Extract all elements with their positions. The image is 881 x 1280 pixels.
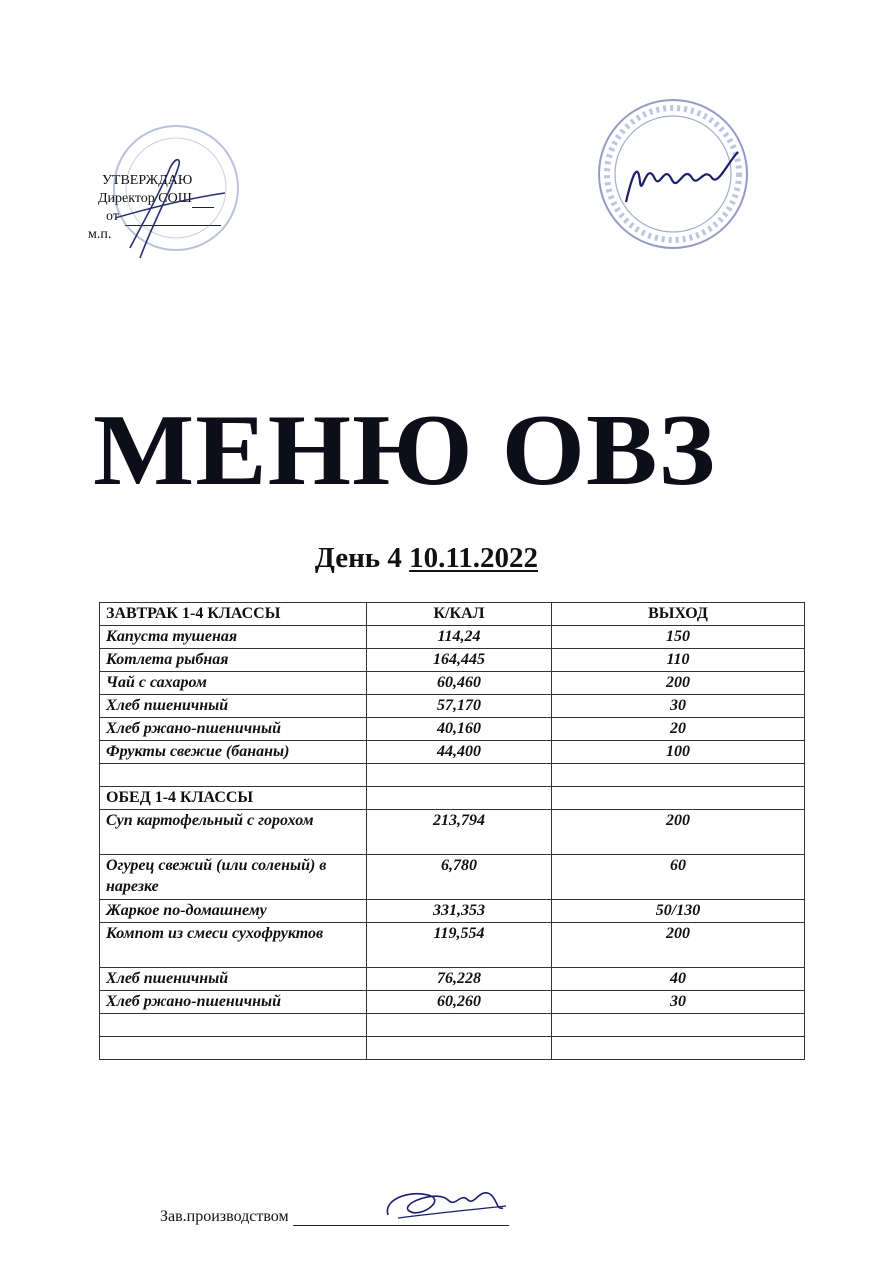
dish-kcal: 6,780 [367,855,552,900]
dish-name: Фрукты свежие (бананы) [100,741,367,764]
table-row [100,855,805,900]
dish-kcal: 114,24 [367,626,552,649]
table-row [100,718,805,741]
dish-kcal: 60,460 [367,672,552,695]
signature-icon [378,1170,508,1230]
dish-kcal: 57,170 [367,695,552,718]
dish-output: 200 [552,923,805,968]
dish-output: 150 [552,626,805,649]
dish-name: Хлеб ржано-пшеничный [100,718,367,741]
day-heading [0,542,881,575]
dish-kcal: 331,353 [367,900,552,923]
dish-kcal: 60,260 [367,991,552,1014]
dish-name: Чай с сахаром [100,672,367,695]
dish-name: Жаркое по-домашнему [100,900,367,923]
stamp-left-icon [100,98,240,268]
table-row [100,672,805,695]
empty-row [100,764,805,787]
header-lunch: ОБЕД 1-4 КЛАССЫ [100,787,367,810]
approval-line-seal: м.п. [88,227,112,242]
table-row [100,626,805,649]
dish-name: Капуста тушеная [100,626,367,649]
header-breakfast: ЗАВТРАК 1-4 КЛАССЫ [100,603,367,626]
page-title-text: МЕНЮ ОВЗ [93,394,716,507]
dish-output: 30 [552,695,805,718]
approval-line-approve: УТВЕРЖДАЮ [102,173,193,188]
table-row [100,695,805,718]
dish-name: Хлеб ржано-пшеничный [100,991,367,1014]
table-row [100,900,805,923]
approval-director-text: Директор СОШ [98,191,192,206]
lunch-header-row [100,787,805,810]
dish-name: Котлета рыбная [100,649,367,672]
header-output: ВЫХОД [552,603,805,626]
dish-output: 100 [552,741,805,764]
dish-name: Суп картофельный с горохом [100,810,367,855]
dish-name: Компот из смеси сухофруктов [100,923,367,968]
menu-table [99,602,805,1060]
table-row [100,810,805,855]
dish-output: 50/130 [552,900,805,923]
dish-name: Хлеб пшеничный [100,695,367,718]
table-row [100,991,805,1014]
header-kcal: К/КАЛ [367,603,552,626]
stamp-right-icon [588,92,758,257]
day-label: День 4 [314,542,402,574]
empty-row [100,1037,805,1060]
day-heading-inner [315,542,538,575]
page-title [0,392,881,509]
table-row [100,923,805,968]
dish-kcal: 40,160 [367,718,552,741]
dish-name: Огурец свежий (или соленый) в нарезке [100,855,367,900]
table-row [100,968,805,991]
dish-kcal: 119,554 [367,923,552,968]
dish-kcal: 44,400 [367,741,552,764]
table-row [100,741,805,764]
approval-date-text: от [106,209,119,224]
dish-output: 60 [552,855,805,900]
dish-name: Хлеб пшеничный [100,968,367,991]
menu-date: 10.11.2022 [409,542,539,574]
dish-kcal: 164,445 [367,649,552,672]
dish-kcal: 213,794 [367,810,552,855]
dish-output: 30 [552,991,805,1014]
empty-row [100,1014,805,1037]
dish-output: 110 [552,649,805,672]
dish-output: 200 [552,672,805,695]
dish-output: 200 [552,810,805,855]
dish-output: 40 [552,968,805,991]
footer-label: Зав.производством [160,1208,289,1225]
dish-output: 20 [552,718,805,741]
dish-kcal: 76,228 [367,968,552,991]
table-row [100,649,805,672]
table-header-row [100,603,805,626]
